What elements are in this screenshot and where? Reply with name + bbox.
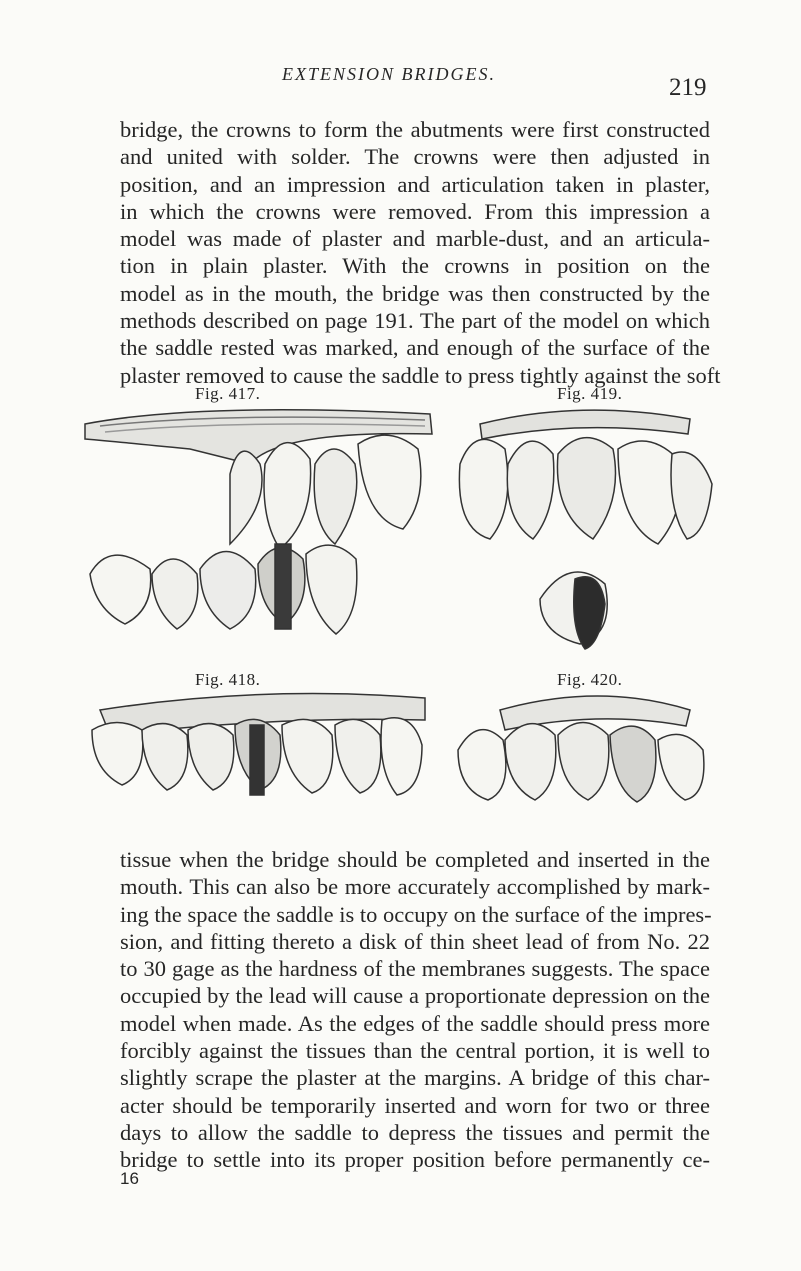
- text-line: sion, and fitting thereto a disk of thin sheet lead of from No. 22: [120, 928, 710, 954]
- text-line: occupied by the lead will cause a proportionate depression on the: [120, 983, 710, 1009]
- figure-418-illustration: [80, 690, 450, 820]
- figure-420-illustration: [450, 690, 720, 820]
- figure-caption-419: Fig. 419.: [557, 384, 623, 403]
- text-line: slightly scrape the plaster at the margins. A bridge of this char-: [120, 1065, 710, 1091]
- text-line: bridge, the crowns to form the abutments were first constructed: [120, 117, 710, 142]
- text-line: the saddle rested was marked, and enough of the surface of the: [120, 335, 710, 361]
- text-line: and united with solder. The crowns were then adjusted in: [120, 144, 710, 170]
- text-line: to 30 gage as the hardness of the membranes suggests. The space: [120, 956, 710, 982]
- signature-mark: 16: [120, 1169, 139, 1188]
- text-line: ing the space the saddle is to occupy on the surface of the impres-: [120, 901, 712, 927]
- paragraph-top: [120, 116, 721, 389]
- text-line: tion in plain plaster. With the crowns in position on the: [120, 253, 710, 279]
- text-line: methods described on page 191. The part of the model on which: [120, 308, 710, 334]
- text-line: mouth. This can also be more accurately accomplished by mark-: [120, 874, 710, 900]
- text-line: model as in the mouth, the bridge was then constructed by the: [120, 280, 710, 306]
- figure-417-illustration: [80, 404, 450, 654]
- paragraph-bottom: [120, 846, 710, 1174]
- text-line: forcibly against the tissues than the central portion, it is well to: [120, 1038, 710, 1064]
- figure-419-illustration: [450, 404, 720, 654]
- figure-caption-417: Fig. 417.: [195, 384, 261, 403]
- figure-caption-420: Fig. 420.: [557, 670, 623, 689]
- text-line: acter should be temporarily inserted and worn for two or three: [120, 1092, 710, 1118]
- figure-caption-418: Fig. 418.: [195, 670, 261, 689]
- page-header: [0, 64, 801, 104]
- text-line: tissue when the bridge should be completed and inserted in the: [120, 847, 710, 872]
- running-head: EXTENSION BRIDGES.: [282, 64, 496, 84]
- text-line: plaster removed to cause the saddle to press tightly against the soft: [120, 362, 721, 388]
- page-number: 219: [669, 74, 707, 101]
- text-line: days to allow the saddle to depress the tissues and permit the: [120, 1119, 710, 1145]
- text-line: position, and an impression and articulation taken in plaster,: [120, 171, 710, 197]
- text-line: in which the crowns were removed. From this impression a: [120, 198, 710, 224]
- text-line: model when made. As the edges of the saddle should press more: [120, 1010, 710, 1036]
- text-line: model was made of plaster and marble-dust, and an articula-: [120, 226, 710, 252]
- text-line: bridge to settle into its proper position before permanently ce-: [120, 1147, 710, 1173]
